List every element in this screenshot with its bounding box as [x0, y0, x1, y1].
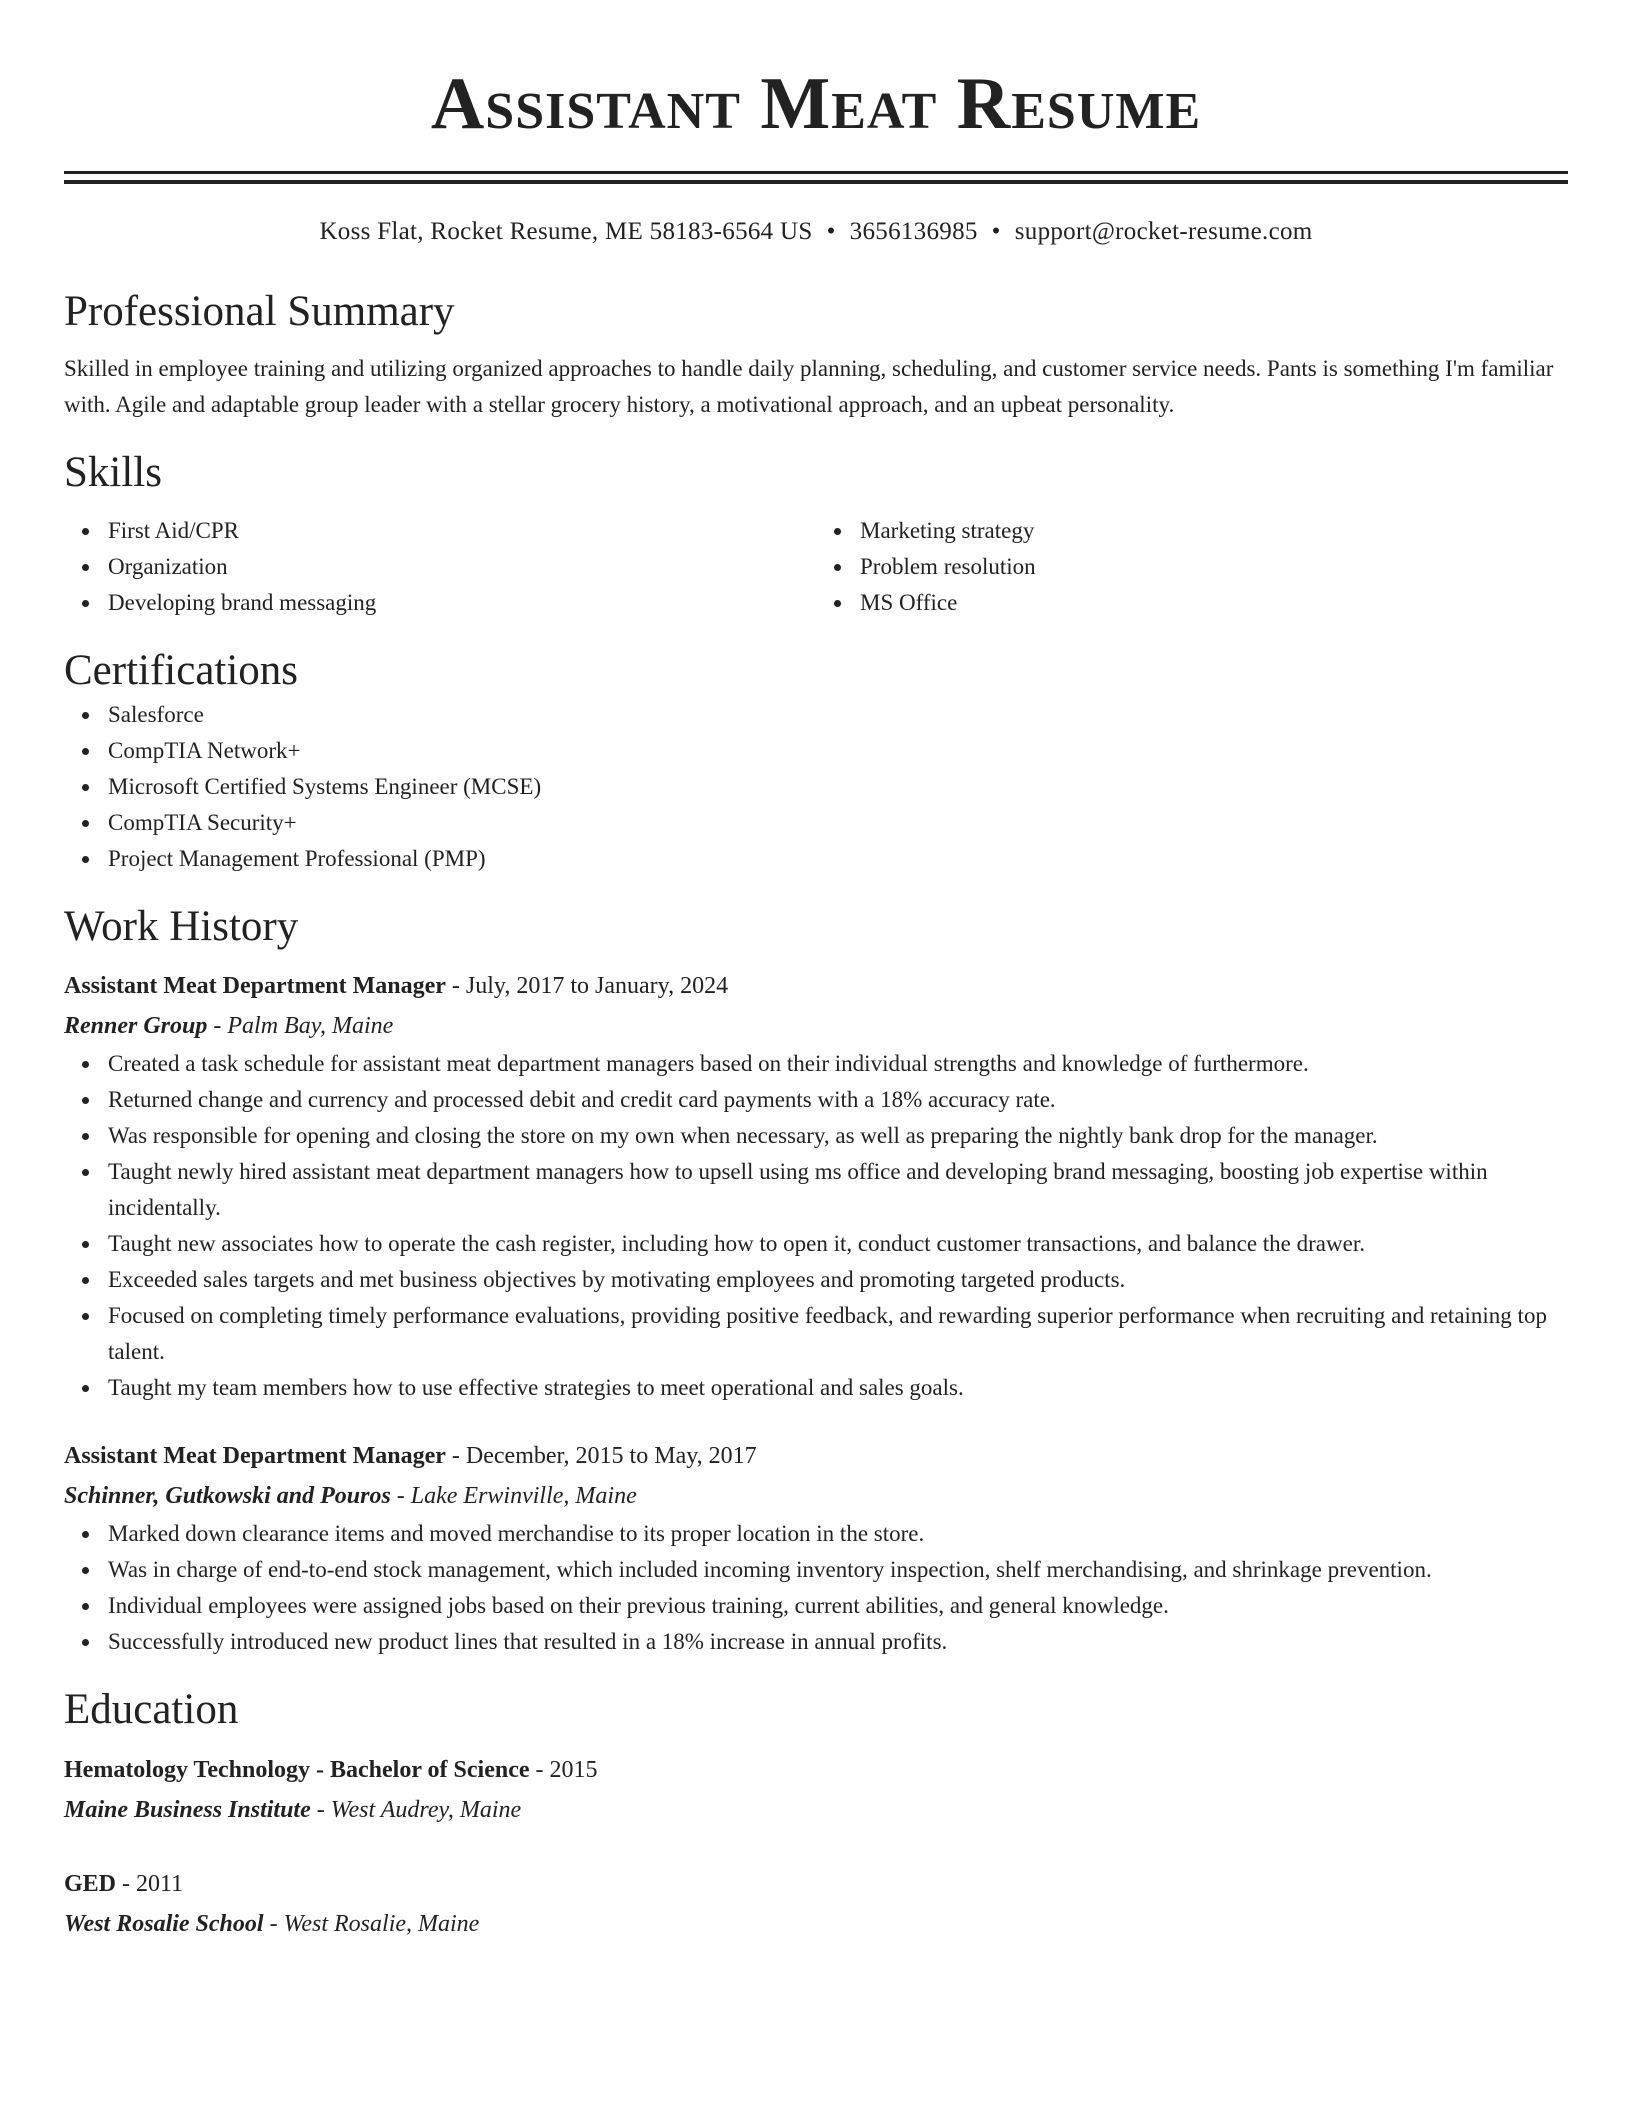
job-company-line	[64, 1006, 1568, 1046]
job-header	[64, 1436, 1568, 1476]
certification-item: CompTIA Network+	[108, 733, 1568, 769]
job-duties-list	[64, 1046, 1568, 1406]
job-header	[64, 966, 1568, 1006]
job-title: Assistant Meat Department Manager	[64, 973, 446, 1000]
work-history-heading: Work History	[64, 902, 299, 950]
certification-item: CompTIA Security+	[108, 805, 1568, 841]
job-entry	[64, 1436, 1568, 1660]
job-company-line	[64, 1476, 1568, 1516]
job-title: Assistant Meat Department Manager	[64, 1443, 446, 1470]
contact-separator: •	[826, 217, 836, 245]
resume-title: Assistant Meat Resume	[430, 63, 1202, 145]
skills-list-left	[64, 513, 816, 621]
contact-separator: •	[991, 217, 1001, 245]
skill-item: Problem resolution	[860, 549, 1568, 585]
skill-item: Developing brand messaging	[108, 585, 816, 621]
certification-item: Microsoft Certified Systems Engineer (MCSE)	[108, 769, 1568, 805]
job-dates: - December, 2015 to May, 2017	[445, 1443, 757, 1470]
education-year: - 2015	[529, 1756, 598, 1783]
job-duty: Taught new associates how to operate the cash register, including how to open it, conduct customer transactions, and balance the drawer.	[108, 1226, 1568, 1262]
title-divider-top	[64, 171, 1568, 174]
job-company: Schinner, Gutkowski and Pouros	[64, 1483, 391, 1510]
certifications-section	[64, 645, 1568, 877]
job-company: Renner Group	[64, 1013, 208, 1040]
education-school-line	[64, 1904, 1568, 1944]
education-section	[64, 1684, 1568, 1944]
contact-phone: 3656136985	[849, 217, 978, 245]
education-school-line	[64, 1790, 1568, 1830]
certifications-heading: Certifications	[64, 646, 299, 694]
certifications-list	[64, 697, 1568, 877]
job-duties-list	[64, 1516, 1568, 1660]
job-duty: Was responsible for opening and closing the store on my own when necessary, as well as preparing the nightly bank drop for the manager.	[108, 1118, 1568, 1154]
education-entry	[64, 1864, 1568, 1944]
job-duty: Taught newly hired assistant meat department managers how to upsell using ms office and developing brand messaging, boosting job expertise within incidentally.	[108, 1154, 1568, 1226]
skills-heading: Skills	[64, 449, 162, 497]
education-degree-line	[64, 1864, 1568, 1904]
job-dates: - July, 2017 to January, 2024	[445, 973, 729, 1000]
contact-line	[64, 218, 1568, 246]
education-entry	[64, 1750, 1568, 1830]
education-degree: Hematology Technology - Bachelor of Science	[64, 1756, 530, 1783]
education-school: Maine Business Institute	[64, 1796, 311, 1823]
summary-heading: Professional Summary	[64, 287, 455, 335]
job-entry	[64, 966, 1568, 1406]
education-heading: Education	[64, 1686, 239, 1734]
job-duty: Individual employees were assigned jobs based on their previous training, current abilities, and general knowledge.	[108, 1588, 1568, 1624]
job-duty: Taught my team members how to use effective strategies to meet operational and sales goals.	[108, 1370, 1568, 1406]
education-year: - 2011	[116, 1870, 184, 1897]
job-duty: Successfully introduced new product lines that resulted in a 18% increase in annual profits.	[108, 1624, 1568, 1660]
title-divider-bottom	[64, 180, 1568, 184]
certification-item: Project Management Professional (PMP)	[108, 841, 1568, 877]
job-duty: Exceeded sales targets and met business objectives by motivating employees and promoting targeted products.	[108, 1262, 1568, 1298]
job-location: - Lake Erwinville, Maine	[390, 1483, 637, 1510]
skills-list-right	[816, 513, 1568, 621]
job-duty: Focused on completing timely performance evaluations, providing positive feedback, and rewarding superior performance when recruiting and retaining top talent.	[108, 1298, 1568, 1370]
skills-section	[64, 447, 1568, 621]
job-duty: Was in charge of end-to-end stock management, which included incoming inventory inspection, shelf merchandising, and shrinkage prevention.	[108, 1552, 1568, 1588]
contact-email: support@rocket-resume.com	[1014, 217, 1313, 245]
education-location: - West Rosalie, Maine	[263, 1910, 480, 1937]
certification-item: Salesforce	[108, 697, 1568, 733]
skill-item: Marketing strategy	[860, 513, 1568, 549]
contact-address: Koss Flat, Rocket Resume, ME 58183-6564 US	[319, 217, 813, 245]
education-degree-line	[64, 1750, 1568, 1790]
education-degree: GED	[64, 1870, 117, 1897]
work-history-section	[64, 901, 1568, 1661]
job-duty: Returned change and currency and processed debit and credit card payments with a 18% accuracy rate.	[108, 1082, 1568, 1118]
skill-item: MS Office	[860, 585, 1568, 621]
education-school: West Rosalie School	[64, 1910, 264, 1937]
job-location: - Palm Bay, Maine	[207, 1013, 394, 1040]
education-location: - West Audrey, Maine	[310, 1796, 522, 1823]
job-duty: Marked down clearance items and moved merchandise to its proper location in the store.	[108, 1516, 1568, 1552]
skill-item: First Aid/CPR	[108, 513, 816, 549]
skills-columns	[64, 513, 1568, 621]
skill-item: Organization	[108, 549, 816, 585]
summary-text: Skilled in employee training and utilizing organized approaches to handle daily planning, scheduling, and customer service needs. Pants is something I'm familiar with. Agile and adaptable group leader with a stellar grocery history, a motivational approach, and an upbeat personality.	[64, 356, 1554, 418]
job-duty: Created a task schedule for assistant meat department managers based on their individual strengths and knowledge of furthermore.	[108, 1046, 1568, 1082]
